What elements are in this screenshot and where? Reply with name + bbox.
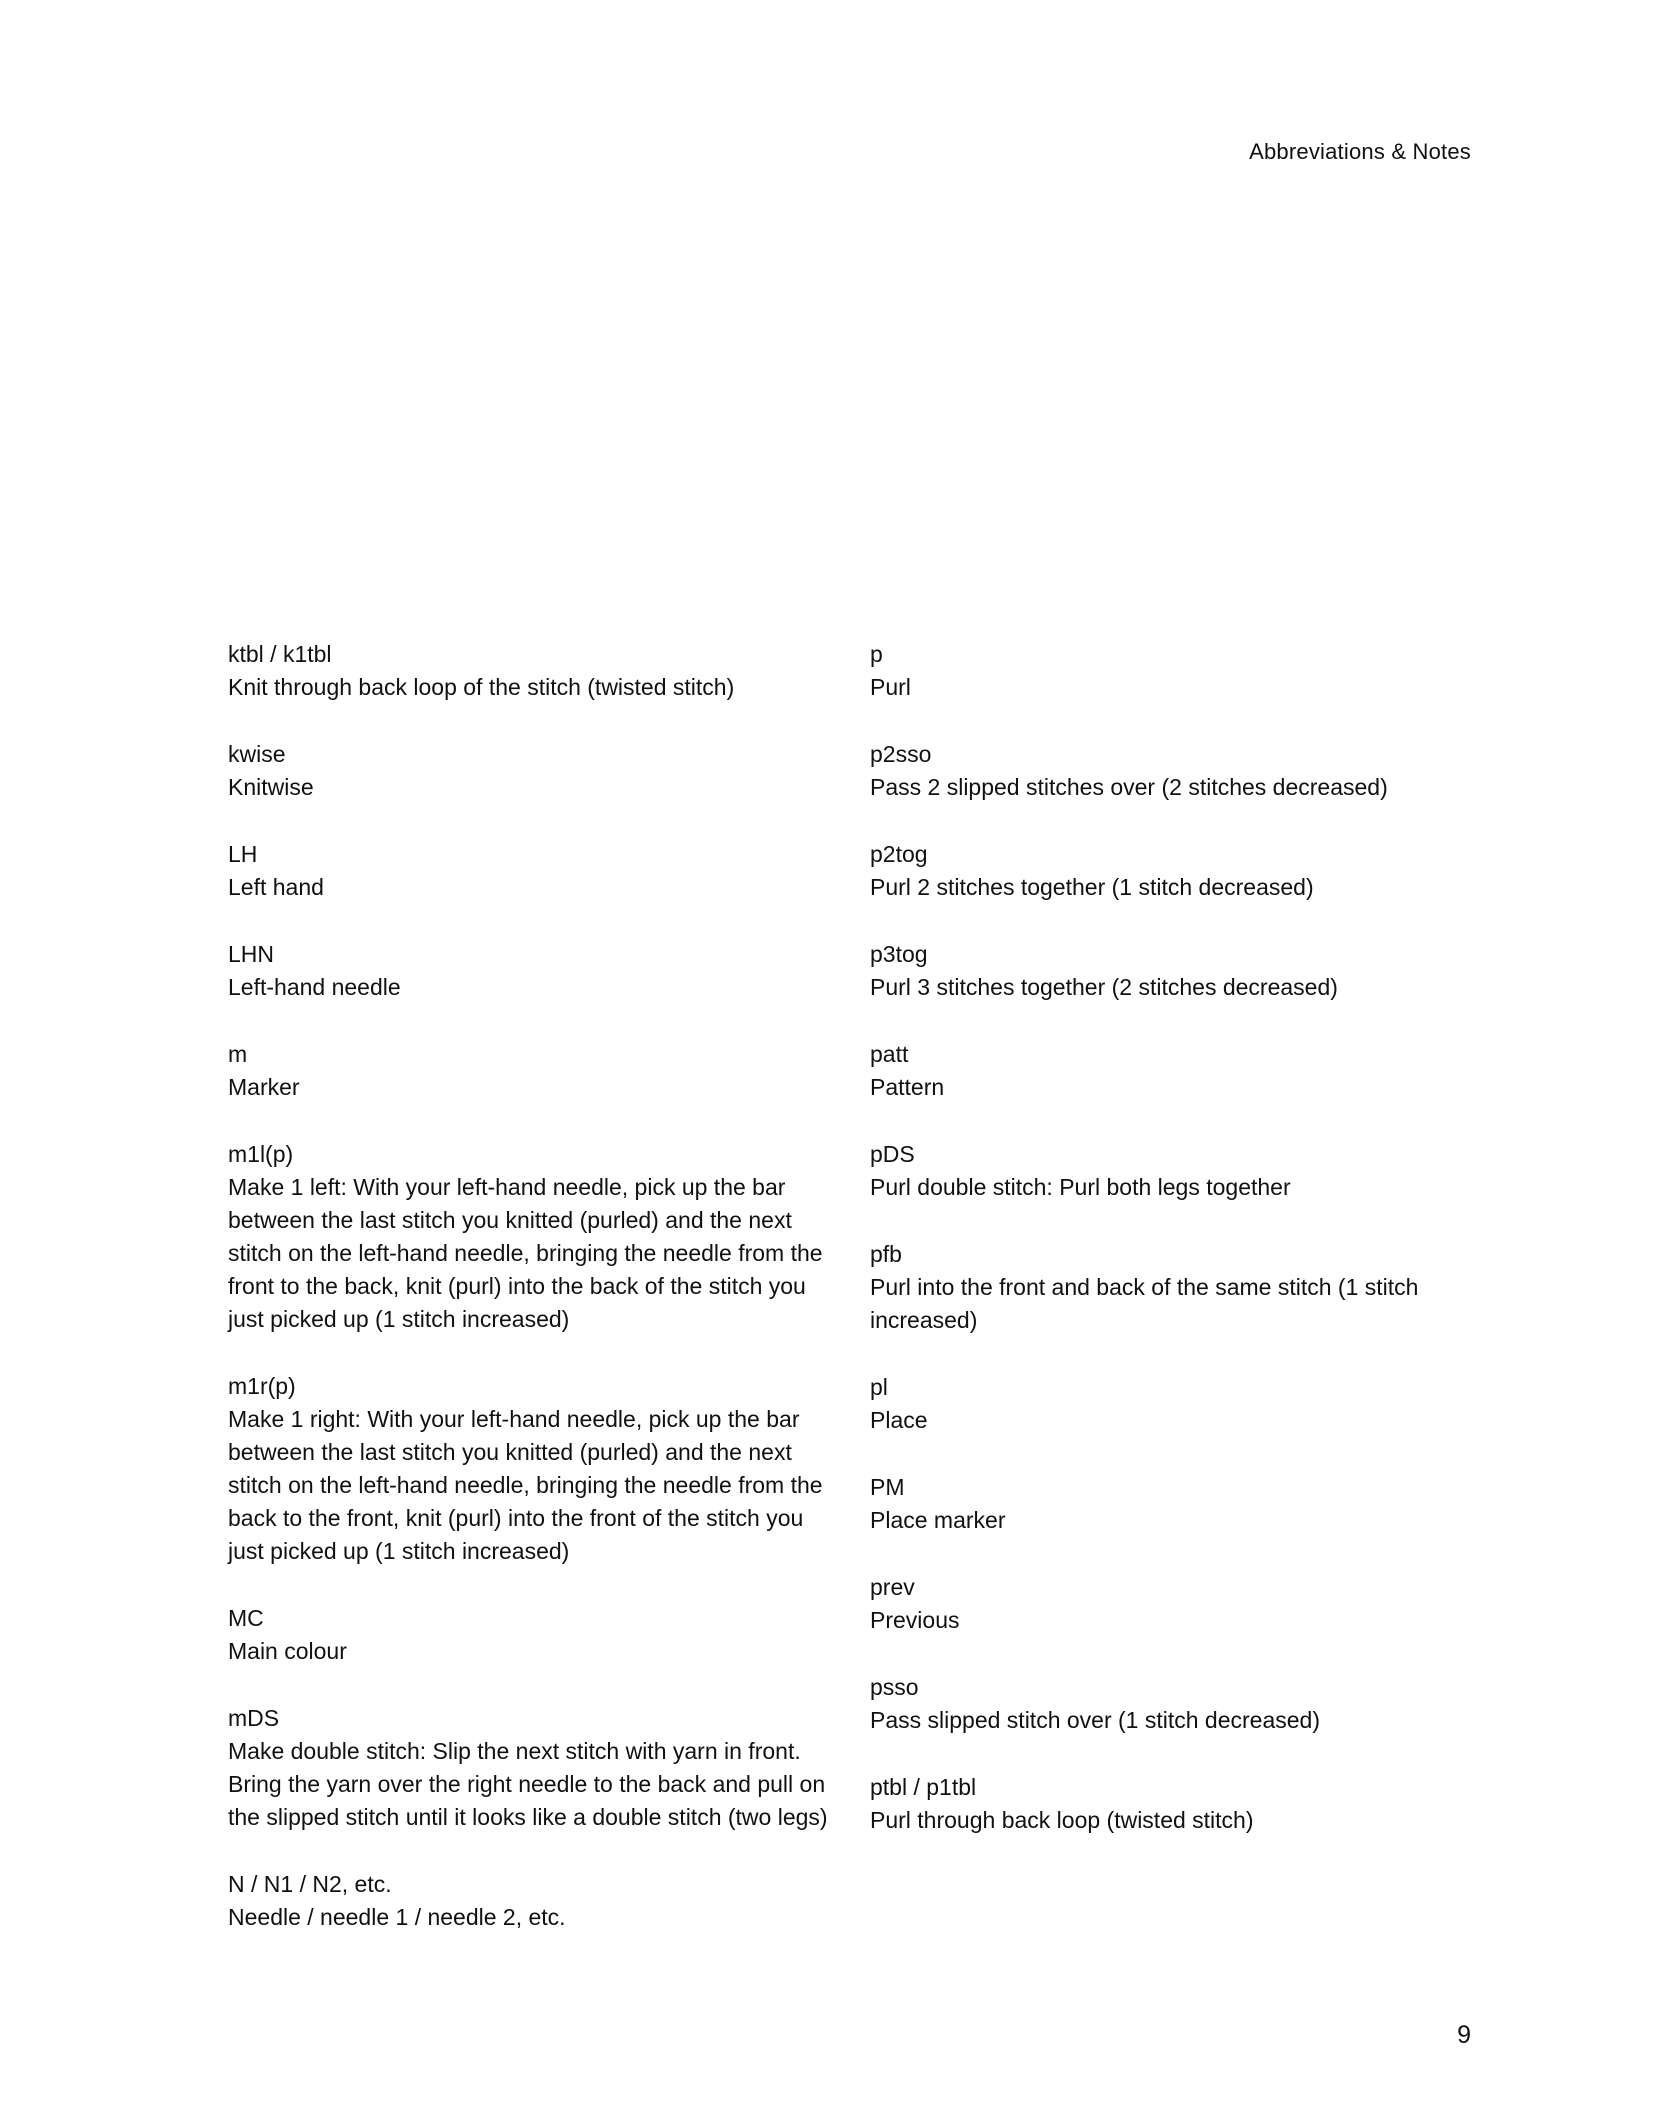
abbreviation-definition: Purl 3 stitches together (2 stitches decreased)	[870, 974, 1338, 1000]
abbreviation-entry	[870, 1571, 1470, 1637]
abbreviation-entry	[870, 638, 1470, 704]
abbreviation-term: LHN	[228, 941, 275, 967]
abbreviation-definition: Purl through back loop (twisted stitch)	[870, 1807, 1254, 1833]
abbreviation-entry	[870, 1038, 1470, 1104]
abbreviation-entry	[228, 1138, 838, 1336]
abbreviation-entry	[870, 1471, 1470, 1537]
abbreviation-entry	[228, 738, 838, 804]
abbreviation-definition: Make double stitch: Slip the next stitch with yarn in front. Bring the yarn over the right needle to the back and pull on the slipped stitch until it looks like a double stitch (two legs)	[228, 1738, 828, 1830]
abbreviation-definition: Pass 2 slipped stitches over (2 stitches decreased)	[870, 774, 1388, 800]
abbreviation-definition: Place marker	[870, 1507, 1006, 1533]
abbreviation-definition: Purl 2 stitches together (1 stitch decreased)	[870, 874, 1314, 900]
abbreviation-entry	[228, 1602, 838, 1668]
abbreviation-definition: Place	[870, 1407, 928, 1433]
abbreviation-definition: Make 1 left: With your left-hand needle, pick up the bar between the last stitch you knitted (purled) and the next stitch on the left-hand needle, bringing the needle from the front to the back, knit (purl) into the back of the stitch you just picked up (1 stitch increased)	[228, 1174, 823, 1332]
abbreviation-term: p2sso	[870, 741, 932, 767]
abbreviation-entry	[228, 1038, 838, 1104]
abbreviation-term: pfb	[870, 1241, 902, 1267]
abbreviation-term: psso	[870, 1674, 919, 1700]
abbreviation-term: p	[870, 641, 883, 667]
page-header-title: Abbreviations & Notes	[1249, 139, 1471, 164]
abbreviation-entry	[870, 1371, 1470, 1437]
abbreviation-definition: Previous	[870, 1607, 960, 1633]
abbreviation-definition: Purl	[870, 674, 911, 700]
abbreviation-term: pDS	[870, 1141, 915, 1167]
abbreviation-definition: Main colour	[228, 1638, 347, 1664]
abbreviation-entry	[870, 1671, 1470, 1737]
abbreviation-entry	[228, 1370, 838, 1568]
abbreviation-definition: Purl into the front and back of the same stitch (1 stitch increased)	[870, 1274, 1419, 1333]
abbreviation-entry	[228, 938, 838, 1004]
abbreviation-term: LH	[228, 841, 258, 867]
page-number: 9	[1457, 2021, 1471, 2049]
abbreviations-right-column	[870, 638, 1470, 1871]
abbreviations-left-column	[228, 638, 838, 1968]
abbreviation-entry	[228, 838, 838, 904]
abbreviation-definition: Left hand	[228, 874, 324, 900]
abbreviation-definition: Pass slipped stitch over (1 stitch decreased)	[870, 1707, 1320, 1733]
abbreviation-term: N / N1 / N2, etc.	[228, 1871, 392, 1897]
abbreviation-definition: Knitwise	[228, 774, 314, 800]
abbreviation-entry	[228, 1702, 838, 1834]
abbreviation-definition: Marker	[228, 1074, 300, 1100]
abbreviation-definition: Needle / needle 1 / needle 2, etc.	[228, 1904, 566, 1930]
abbreviation-definition: Pattern	[870, 1074, 945, 1100]
abbreviation-entry	[870, 1238, 1470, 1337]
abbreviation-term: m	[228, 1041, 248, 1067]
abbreviation-entry	[870, 938, 1470, 1004]
abbreviation-term: m1r(p)	[228, 1373, 296, 1399]
abbreviation-definition: Make 1 right: With your left-hand needle, pick up the bar between the last stitch you knitted (purled) and the next stitch on the left-hand needle, bringing the needle from the back to the front, knit (purl) into the front of the stitch you just picked up (1 stitch increased)	[228, 1406, 823, 1564]
abbreviation-entry	[870, 1771, 1470, 1837]
abbreviation-term: patt	[870, 1041, 909, 1067]
abbreviation-entry	[870, 1138, 1470, 1204]
abbreviation-entry	[228, 1868, 838, 1934]
abbreviation-term: pl	[870, 1374, 888, 1400]
abbreviation-entry	[228, 638, 838, 704]
abbreviation-entry	[870, 838, 1470, 904]
abbreviation-term: kwise	[228, 741, 286, 767]
abbreviation-term: p2tog	[870, 841, 928, 867]
abbreviation-term: mDS	[228, 1705, 280, 1731]
abbreviation-term: MC	[228, 1605, 264, 1631]
abbreviation-term: p3tog	[870, 941, 928, 967]
abbreviation-term: m1l(p)	[228, 1141, 294, 1167]
abbreviation-term: ktbl / k1tbl	[228, 641, 332, 667]
abbreviation-term: PM	[870, 1474, 905, 1500]
abbreviation-term: prev	[870, 1574, 915, 1600]
abbreviation-term: ptbl / p1tbl	[870, 1774, 977, 1800]
abbreviation-definition: Knit through back loop of the stitch (twisted stitch)	[228, 674, 735, 700]
abbreviation-definition: Left-hand needle	[228, 974, 401, 1000]
abbreviation-definition: Purl double stitch: Purl both legs together	[870, 1174, 1291, 1200]
abbreviation-entry	[870, 738, 1470, 804]
